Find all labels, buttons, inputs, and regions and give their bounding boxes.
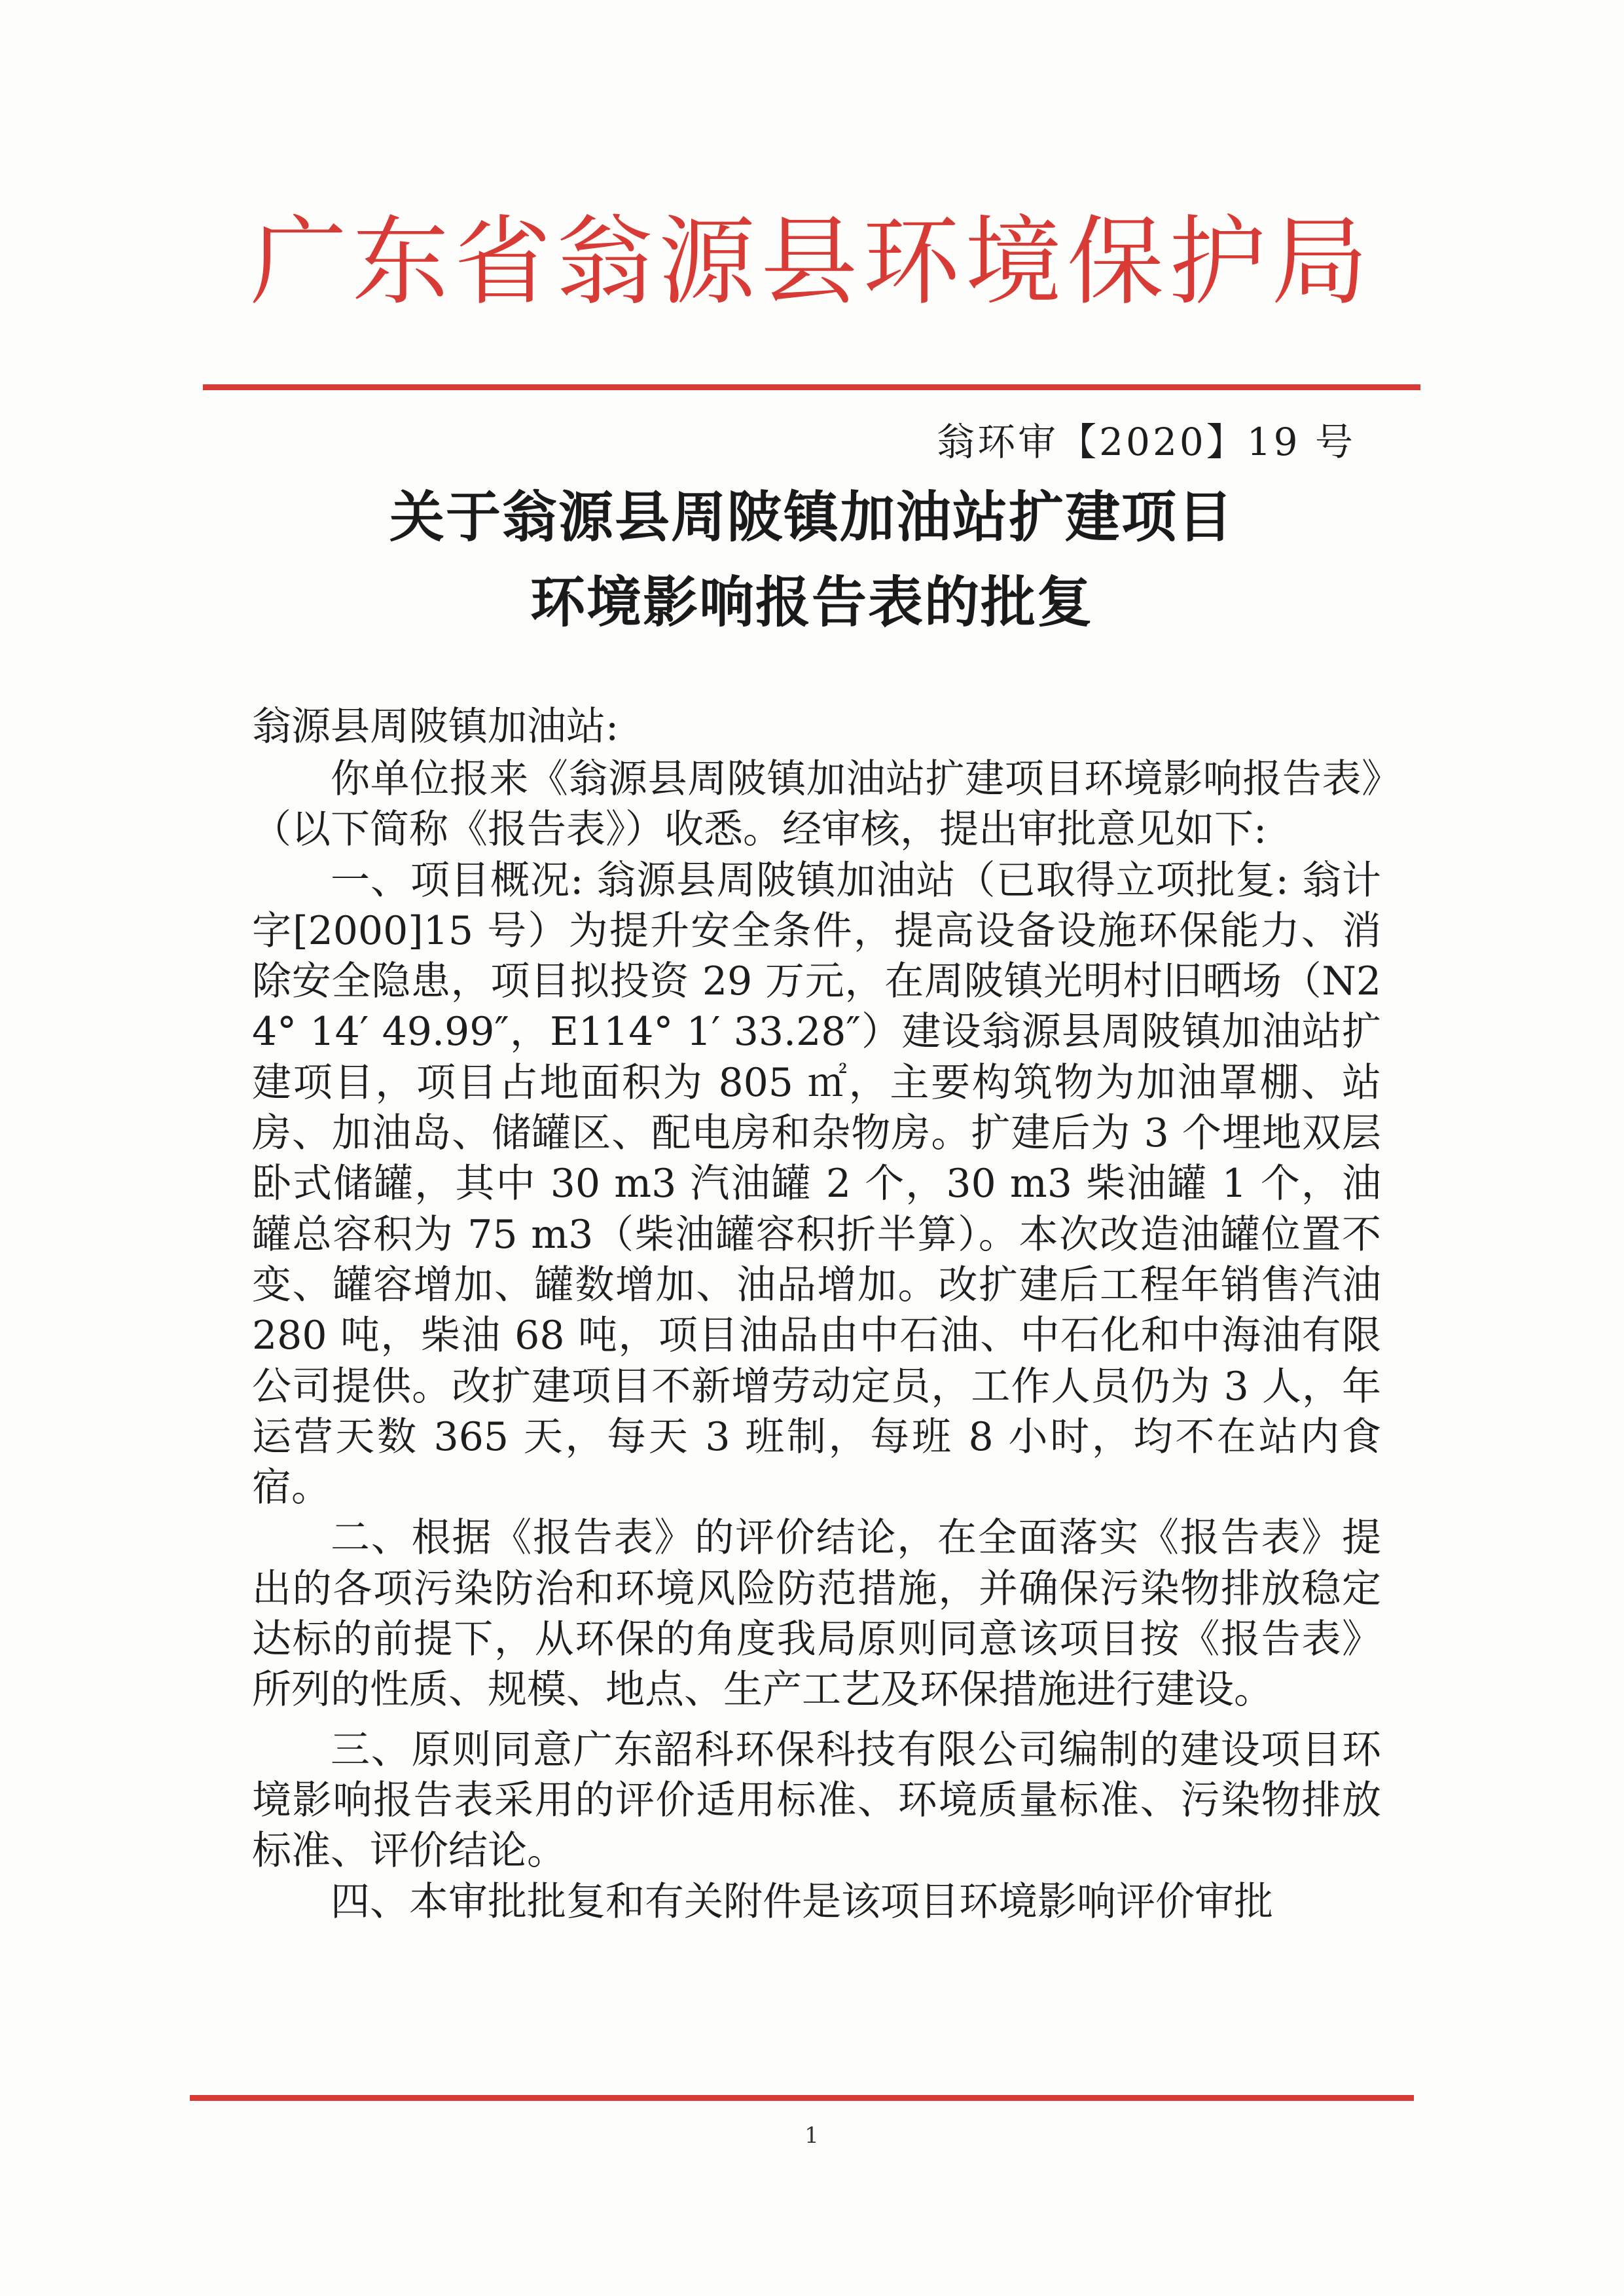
- paragraph-approval-opinion: 二、根据《报告表》的评价结论，在全面落实《报告表》提出的各项污染防治和环境风险防范措施，并确保污染物排放稳定达标的前提下，从环保的角度我局原则同意该项目按《报告表》所列的性质、规模、地点、生产工艺及环保措施进行建设。: [252, 1515, 1381, 1713]
- page-number: 1: [804, 2123, 819, 2149]
- document-title-line-1: 关于翁源县周陂镇加油站扩建项目: [389, 485, 1234, 549]
- document-title: [249, 475, 1375, 645]
- paragraph-project-overview: 一、项目概况: 翁源县周陂镇加油站（已取得立项批复: 翁计字[2000]15 号）为提升安全条件，提高设备设施环保能力、消除安全隐患，项目拟投资 29 万元，在周陂镇光明村旧晒场（N24° 14′ 49.99″，E114° 1′ 33.28″）建设翁源县周陂镇加油站扩建项目，项目占地面积为 805 ㎡，主要构筑物为加油罩棚、站房、加油岛、储罐区、配电房和杂物房。扩建后为 3 个埋地双层卧式储罐，其中 30 m3 汽油罐 2 个，30 m3 柴油罐 1 个，油罐总容积为 75 m3（柴油罐容积折半算）。本次改造油罐位置不变、罐容增加、罐数增加、油品增加。改扩建后工程年销售汽油 280 吨，柴油 68 吨，项目油品由中石油、中石化和中海油有限公司提供。改扩建项目不新增劳动定员，工作人员仍为 3 人，年运营天数 365 天，每天 3 班制，每班 8 小时，均不在站内食宿。: [252, 857, 1381, 1511]
- document-number: 翁环审【2020】19 号: [937, 420, 1356, 464]
- document-title-line-2: 环境影响报告表的批复: [530, 570, 1093, 634]
- salutation: 翁源县周陂镇加油站:: [252, 704, 619, 750]
- footer-red-rule: [190, 2095, 1414, 2101]
- paragraph-intro: 你单位报来《翁源县周陂镇加油站扩建项目环境影响报告表》（以下简称《报告表》）收悉。经审核，提出审批意见如下:: [252, 756, 1381, 853]
- paragraph-attachments: 四、本审批批复和有关附件是该项目环境影响评价审批: [331, 1878, 1273, 1925]
- document-body: [252, 754, 1381, 1927]
- letterhead-agency-title: 广东省翁源县环境保护局: [250, 206, 1373, 318]
- paragraph-standards: 三、原则同意广东韶科环保科技有限公司编制的建设项目环境影响报告表采用的评价适用标准、环境质量标准、污染物排放标准、评价结论。: [252, 1726, 1381, 1874]
- letterhead-red-rule: [203, 384, 1420, 390]
